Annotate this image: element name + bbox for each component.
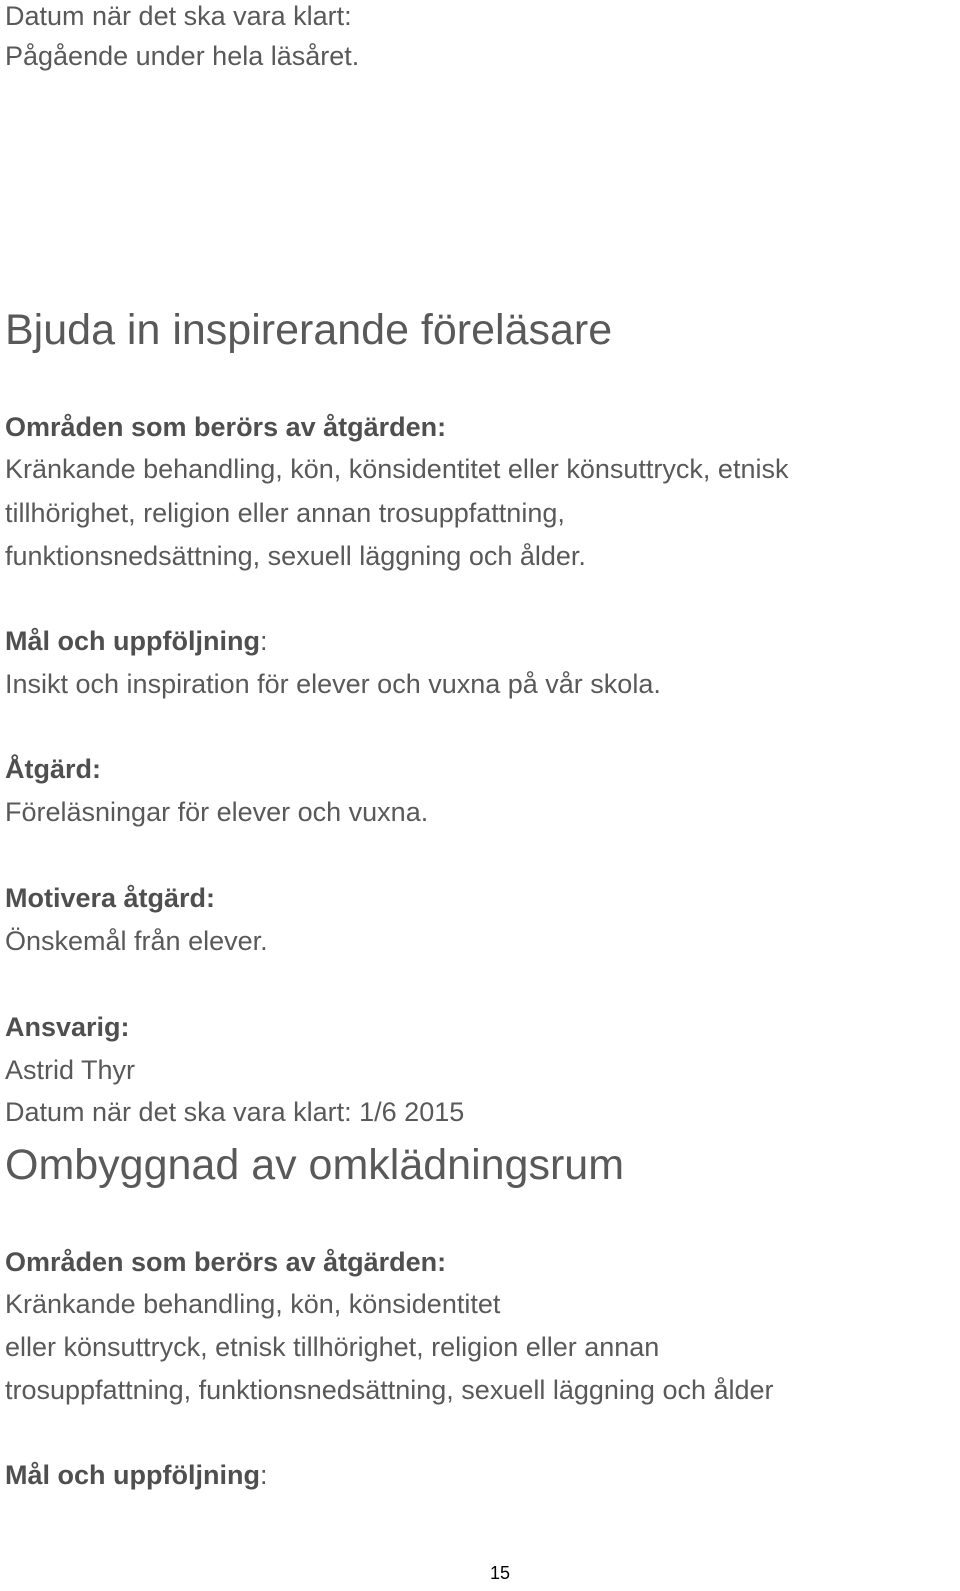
section2-title: Ombyggnad av omklädningsrum: [5, 1141, 625, 1189]
section1-areas-label: Områden som berörs av åtgärden:: [5, 412, 447, 442]
section2-areas-line-1: Kränkande behandling, kön, könsidentitet: [5, 1289, 501, 1319]
page-number: 15: [489, 1563, 511, 1583]
intro-date-label: Datum när det ska vara klart:: [5, 1, 352, 31]
section2-areas-label: Områden som berörs av åtgärden:: [5, 1247, 447, 1277]
section1-areas-line-2: tillhörighet, religion eller annan trosuppfattning,: [5, 498, 565, 528]
intro-date-value: Pågående under hela läsåret.: [5, 41, 360, 71]
section2-areas-line-2: eller könsuttryck, etnisk tillhörighet, religion eller annan: [5, 1332, 660, 1362]
section1-title: Bjuda in inspirerande föreläsare: [5, 306, 613, 354]
section1-goal-label: Mål och uppföljning: [5, 626, 260, 656]
section1-motivate-label: Motivera åtgärd:: [5, 883, 216, 913]
section1-goal-value: Insikt och inspiration för elever och vuxna på vår skola.: [5, 669, 661, 699]
section1-goal-heading: [5, 625, 267, 657]
section1-responsible-label: Ansvarig:: [5, 1012, 130, 1042]
section1-areas-line-1: Kränkande behandling, kön, könsidentitet eller könsuttryck, etnisk: [5, 454, 789, 484]
section1-action-label: Åtgärd:: [5, 754, 101, 784]
section2-goal-heading: [5, 1459, 267, 1491]
section1-areas-line-3: funktionsnedsättning, sexuell läggning och ålder.: [5, 541, 586, 571]
section2-areas-line-3: trosuppfattning, funktionsnedsättning, sexuell läggning och ålder: [5, 1375, 774, 1405]
section1-action-value: Föreläsningar för elever och vuxna.: [5, 797, 429, 827]
section1-goal-colon: :: [259, 626, 268, 656]
section2-goal-colon: :: [259, 1460, 268, 1490]
section1-responsible-value: Astrid Thyr: [5, 1055, 136, 1085]
section1-date-line: Datum när det ska vara klart: 1/6 2015: [5, 1097, 465, 1127]
section2-goal-label: Mål och uppföljning: [5, 1460, 260, 1490]
section1-motivate-value: Önskemål från elever.: [5, 926, 268, 956]
